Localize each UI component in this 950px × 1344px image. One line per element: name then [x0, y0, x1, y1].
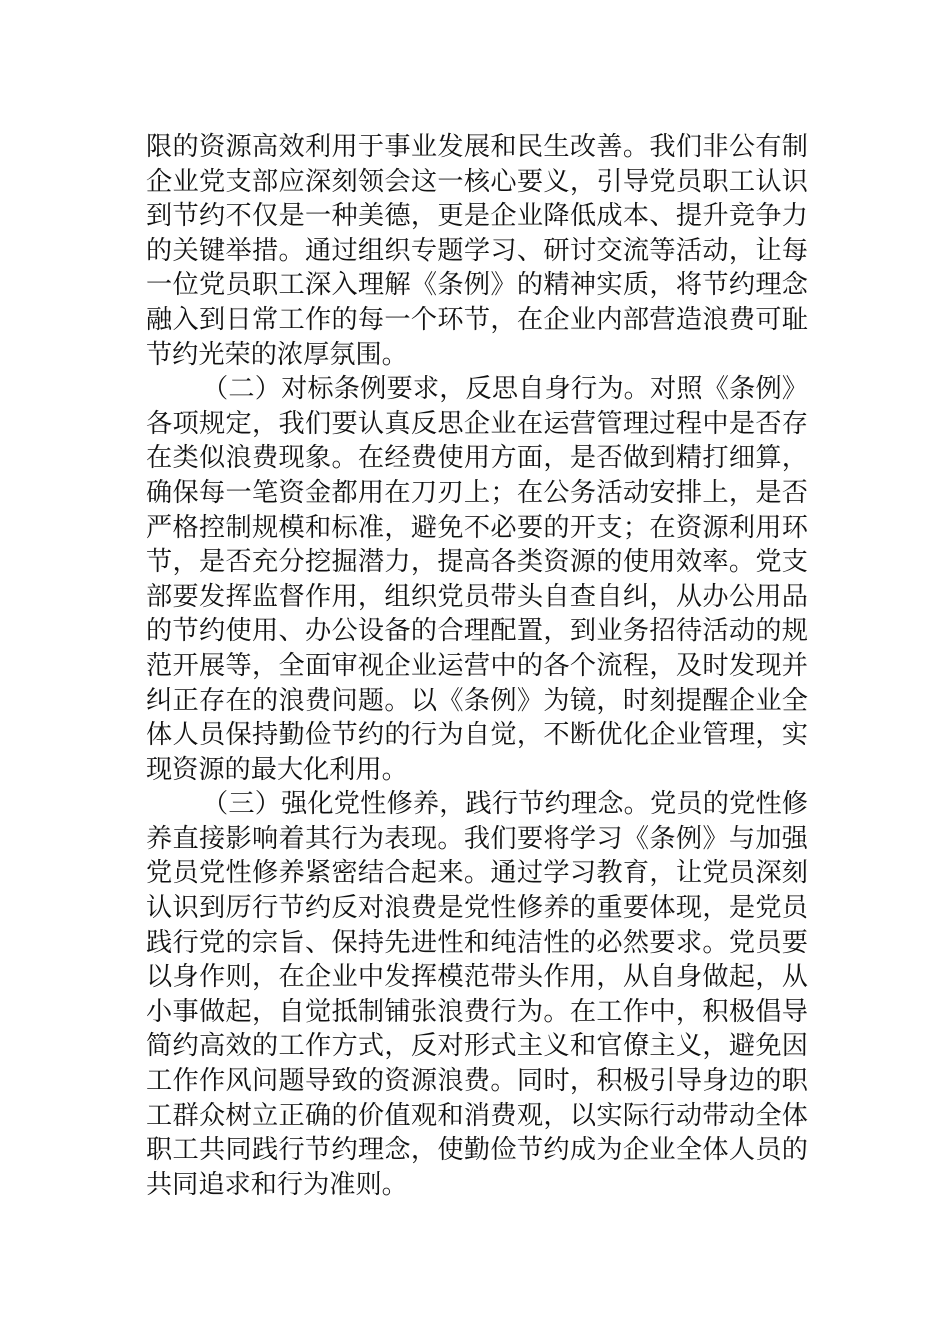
paragraph-section-three: （三）强化党性修养，践行节约理念。党员的党性修养直接影响着其行为表现。我们要将学习《条例》与加强党员党性修养紧密结合起来。通过学习教育，让党员深刻认识到厉行节约反对浪费是党性修养的重要体现，是党员践行党的宗旨、保持先进性和纯洁性的必然要求。党员要以身作则，在企业中发挥模范带头作用，从自身做起，从小事做起，自觉抵制铺张浪费行为。在工作中，积极倡导简约高效的工作方式，反对形式主义和官僚主义，避免因工作作风问题导致的资源浪费。同时，积极引导身边的职工群众树立正确的价值观和消费观，以实际行动带动全体职工共同践行节约理念，使勤俭节约成为企业全体人员的共同追求和行为准则。: [146, 789, 808, 1200]
body-text: [146, 130, 808, 1202]
paragraph-section-two: （二）对标条例要求，反思自身行为。对照《条例》各项规定，我们要认真反思企业在运营管理过程中是否存在类似浪费现象。在经费使用方面，是否做到精打细算，确保每一笔资金都用在刀刃上；在公务活动安排上，是否严格控制规模和标准，避免不必要的开支；在资源利用环节，是否充分挖掘潜力，提高各类资源的使用效率。党支部要发挥监督作用，组织党员带头自查自纠，从办公用品的节约使用、办公设备的合理配置，到业务招待活动的规范开展等，全面审视企业运营中的各个流程，及时发现并纠正存在的浪费问题。以《条例》为镜，时刻提醒企业全体人员保持勤俭节约的行为自觉，不断优化企业管理，实现资源的最大化利用。: [146, 374, 808, 785]
paragraph-continuation: 限的资源高效利用于事业发展和民生改善。我们非公有制企业党支部应深刻领会这一核心要义，引导党员职工认识到节约不仅是一种美德，更是企业降低成本、提升竞争力的关键举措。通过组织专题学习、研讨交流等活动，让每一位党员职工深入理解《条例》的精神实质，将节约理念融入到日常工作的每一个环节，在企业内部营造浪费可耻节约光荣的浓厚氛围。: [146, 132, 808, 370]
